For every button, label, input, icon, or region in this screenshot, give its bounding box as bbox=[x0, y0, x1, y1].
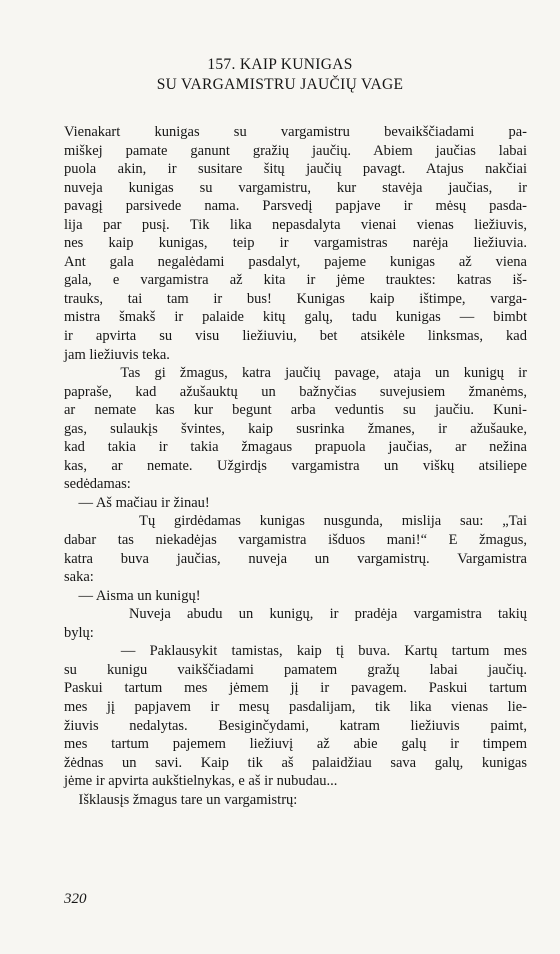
story-title bbox=[0, 55, 560, 95]
text-line: jam liežiuvis teka. bbox=[64, 346, 170, 363]
text-line: katra buva jaučias, nuveja un vargamistrų. Vargamistra bbox=[64, 550, 527, 567]
text-line: ir apvirta su visu liežiuviu, bet atsikėle linksmas, kad bbox=[64, 328, 527, 345]
text-line: — Paklausykit tamistas, kaip tį buva. Kartų tartum mes bbox=[64, 643, 527, 660]
text-line: sedėdamas: bbox=[64, 476, 131, 493]
text-line: jėme ir apvirta aukštielnykas, e aš ir nubudau... bbox=[64, 773, 338, 790]
text-line: Nuveja abudu un kunigų, ir pradėja vargamistra takių bbox=[64, 606, 527, 623]
page-number: 320 bbox=[64, 891, 87, 907]
text-line: su kunigu vaikščiadami pamatem gražų labai jaučių. bbox=[64, 661, 527, 678]
story-body-text bbox=[64, 123, 527, 809]
text-line: dabar tas niekadėjas vargamistra išduos mani!“ E žmagus, bbox=[64, 532, 527, 549]
text-line: Išklausįs žmagus tare un vargamistrų: bbox=[64, 791, 298, 808]
text-line: puola akin, ir susitare šitų jaučių pavagt. Atajus nakčiai bbox=[64, 161, 527, 178]
text-line: gala, e vargamistra až kita ir jėme trauktes: katras iš- bbox=[64, 272, 527, 289]
text-line: nuveja kunigas su vargamistru, kur stavėja jaučias, ir bbox=[64, 179, 527, 196]
text-line: papraše, kad ažušauktų un bažnyčias suvejusiem žmanėms, bbox=[64, 383, 527, 400]
text-line: trauks, tai tam ir bus! Kunigas kaip ištimpe, varga- bbox=[64, 290, 527, 307]
text-line: saka: bbox=[64, 569, 94, 586]
text-line: žiuvis nedalytas. Besiginčydami, katram liežiuvis paimt, bbox=[64, 717, 527, 734]
text-line: kas, ar nemate. Užgirdįs vargamistra un viškų atsiliepe bbox=[64, 457, 527, 474]
text-line: Tų girdėdamas kunigas nusgunda, mislija sau: „Tai bbox=[64, 513, 527, 530]
text-line: Tas gi žmagus, katra jaučių pavage, ataja un kunigų ir bbox=[64, 365, 527, 382]
text-line: — Aisma un kunigų! bbox=[64, 587, 201, 604]
text-line: pavagį parsivede nama. Parsvedį papjave ir mėsų pasda- bbox=[64, 198, 527, 215]
text-line: mes jį papjavem ir mesų pasdalijam, tik lika vienas lie- bbox=[64, 698, 527, 715]
text-line: kad takia ir takia žmagaus prapuola jaučias, ar nežina bbox=[64, 439, 527, 456]
text-line: lija par pusį. Tik lika nepasdalyta vienai vienas liežiuvis, bbox=[64, 216, 527, 233]
text-line: — Aš mačiau ir žinau! bbox=[64, 494, 210, 511]
text-line: Ant gala negalėdami pasdalyt, pajeme kunigas až viena bbox=[64, 253, 527, 270]
story-title-line-1: 157. KAIP KUNIGAS bbox=[207, 56, 353, 73]
text-line: Vienakart kunigas su vargamistru bevaikščiadami pa- bbox=[64, 124, 527, 140]
text-line: nes kaip kunigas, teip ir vargamistras narėja liežiuvia. bbox=[64, 235, 527, 252]
text-line: bylų: bbox=[64, 624, 94, 641]
story-title-line-2: SU VARGAMISTRU JAUČIŲ VAGE bbox=[156, 76, 404, 93]
text-line: mes tartum pajemem liežiuvį až abie galų ir timpem bbox=[64, 736, 527, 753]
text-line: mistra šmakš ir palaide kitų galų, tadu kunigas — bimbt bbox=[64, 309, 527, 326]
text-line: žėdnas un savi. Kaip tik aš palaidžiau sava galų, kunigas bbox=[64, 754, 527, 771]
text-line: ar nemate kas kur begunt arba veduntis su jaučiu. Kuni- bbox=[64, 402, 527, 419]
text-line: gas, sulaukįs švintes, kaip susrinka žmanes, ir ažušauke, bbox=[64, 420, 527, 437]
text-line: miškej pamate ganunt gražių jaučių. Abiem jaučias labai bbox=[64, 142, 527, 159]
text-line: Paskui tartum mes jėmem jį ir pavagem. Paskui tartum bbox=[64, 680, 527, 697]
